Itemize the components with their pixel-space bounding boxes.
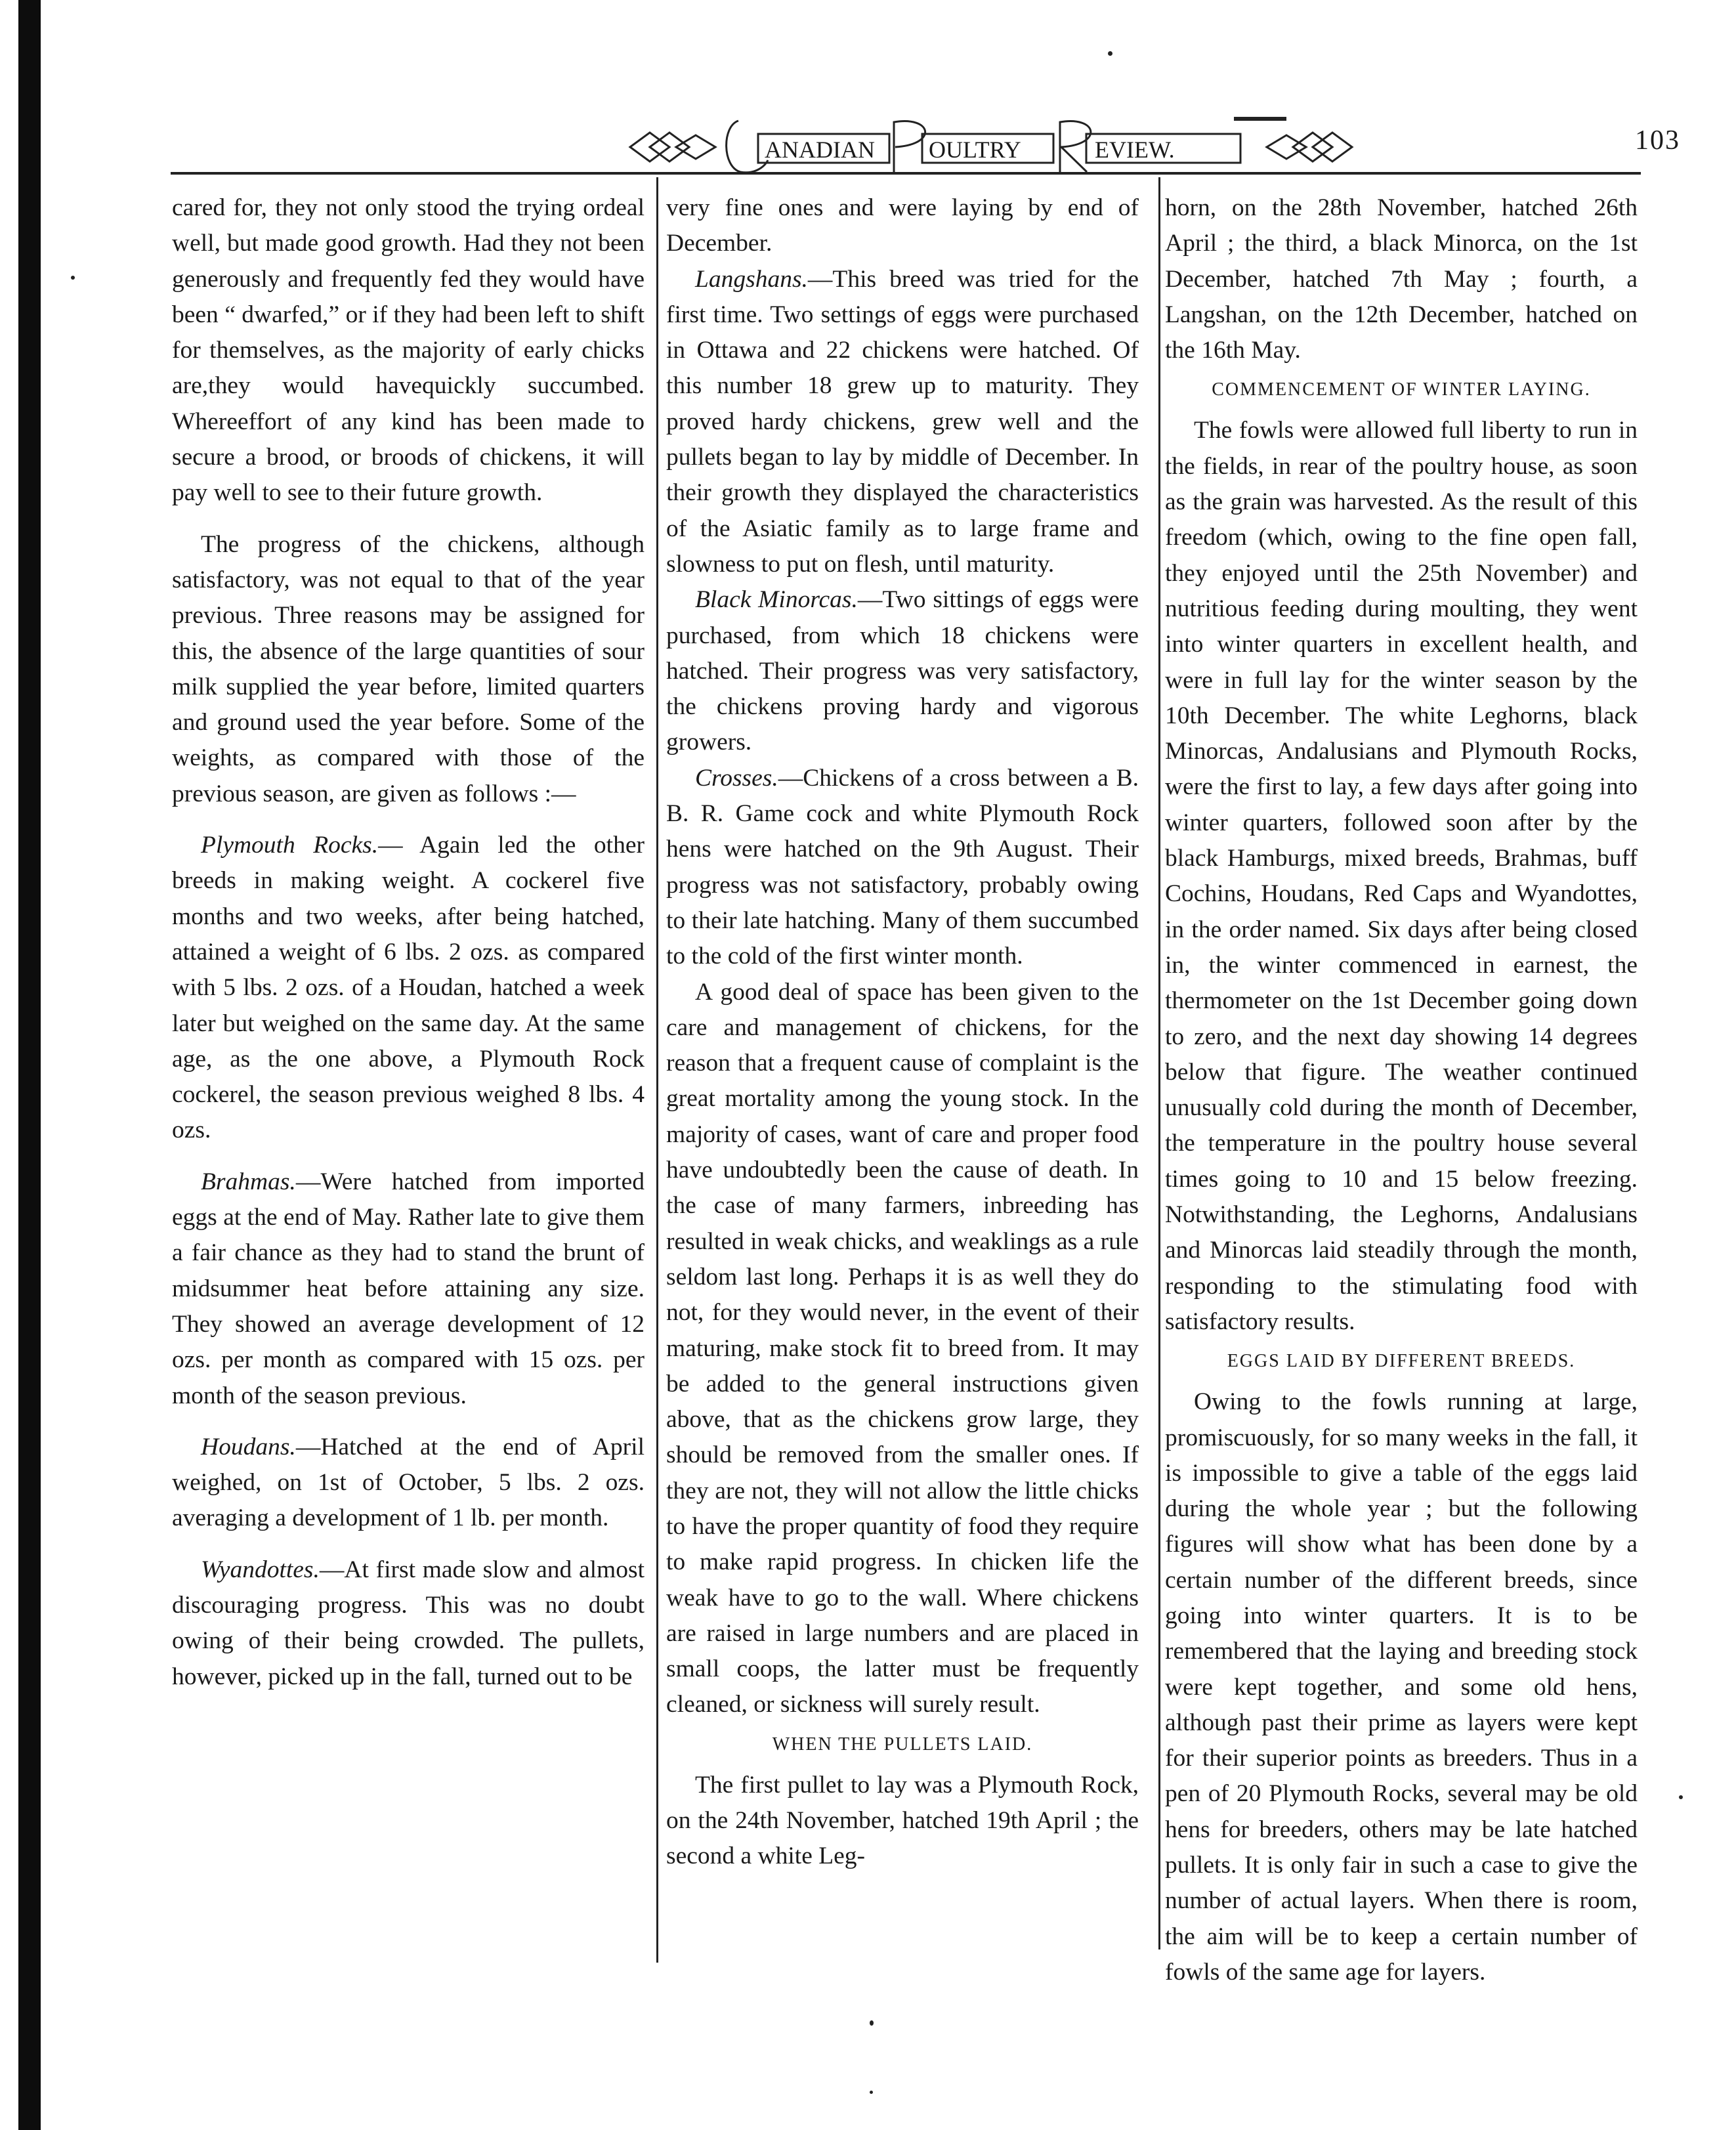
paragraph: Black Minorcas.—Two sittings of eggs were purchased, from which 18 chickens were hatched. Their progress was very satisfactory, the chickens proving hardy and vigorous growers. [666, 586, 1139, 756]
scan-speck [71, 276, 75, 280]
paragraph: Langshans.—This breed was tried for the first time. Two settings of eggs were purchased in Ottawa and 22 chickens were hatched. Of this number 18 grew up to maturity. They proved hardy chickens, grew well and the pullets began to lay by middle of December. In their growth they displayed the characteristics of the Asiatic family as to large frame and slowness to put on flesh, until maturity. [666, 265, 1139, 578]
paragraph: cared for, they not only stood the trying ordeal well, but made good growth. Had they not been generously and frequently fed they would have been “ dwarfed,” or if they had been left to shift for themselves, as the majority of early chicks are,they would havequickly succumbed. Whereeffort of any kind has been made to secure a brood, or broods of chickens, it will pay well to see to their future growth. [172, 194, 645, 507]
masthead-word-poultry: OULTRY [929, 137, 1021, 163]
section-heading-when-pullets-laid: WHEN THE PULLETS LAID. [772, 1734, 1033, 1755]
page-header [171, 98, 1680, 184]
paragraph: The progress of the chickens, although satisfactory, was not equal to that of the year previous. Three reasons may be assigned for this, the absence of the large quantities of sour milk supplied the year before, limited quarters and ground used the year before. Some of the weights, as compared with those of the previous season, are given as follows :— [172, 530, 645, 807]
section-heading-eggs-laid-by-breeds: EGGS LAID BY DIFFERENT BREEDS. [1227, 1351, 1576, 1372]
column-divider-1 [656, 177, 658, 1963]
subhead-langshans: Langshans. [695, 265, 808, 293]
scan-speck [870, 2091, 873, 2094]
paragraph: The first pullet to lay was a Plymouth Rock, on the 24th November, hatched 19th April ; the second a white Leg- [666, 1771, 1139, 1870]
subhead-brahmas: Brahmas. [201, 1168, 296, 1195]
paragraph: Plymouth Rocks.— Again led the other breeds in making weight. A cockerel five months and two weeks, after being hatched, attained a weight of 6 lbs. 2 ozs. as compared with 5 lbs. 2 ozs. of a Houdan, hatched a week later but weighed on the same day. At the same age, as the one above, a Plymouth Rock cockerel, the season previous weighed 8 lbs. 4 ozs. [172, 832, 645, 1144]
page-number: 103 [1635, 125, 1680, 156]
scan-binding-edge [18, 0, 41, 2130]
paragraph: Houdans.—Hatched at the end of April weighed, on 1st of October, 5 lbs. 2 ozs. averaging a development of 1 lb. per month. [172, 1433, 645, 1532]
section-heading-commencement-of-winter-laying: COMMENCEMENT OF WINTER LAYING. [1212, 379, 1591, 400]
masthead-word-canadian: ANADIAN [765, 137, 875, 163]
subhead-wyandottes: Wyandottes. [201, 1556, 320, 1583]
masthead-word-review: EVIEW. [1095, 137, 1175, 163]
paragraph: very fine ones and were laying by end of December. [666, 194, 1139, 257]
column-divider-2 [1158, 177, 1160, 1949]
subhead-black-minorcas: Black Minorcas. [695, 586, 858, 614]
subhead-plymouth-rocks: Plymouth Rocks. [201, 832, 379, 859]
subhead-crosses: Crosses. [695, 764, 778, 792]
paragraph: Wyandottes.—At first made slow and almost discouraging progress. This was no doubt owing of their being crowded. The pullets, however, picked up in the fall, turned out to be [172, 1556, 645, 1690]
column-3 [1165, 190, 1638, 1990]
scan-speck [870, 2020, 874, 2026]
column-2 [666, 190, 1139, 1875]
scan-speck [1108, 51, 1112, 56]
header-dash-mark [1234, 117, 1286, 121]
paragraph: A good deal of space has been given to the care and management of chickens, for the reason that a frequent cause of complaint is the great mortality among the young stock. In the majority of cases, want of care and proper food have undoubtedly been the cause of death. In the case of many farmers, inbreeding has resulted in weak chicks, and weaklings as a rule seldom last long. Perhaps it is as well they do not, for they would never, in the event of their maturing, make stock fit to breed from. It may be added to the general instructions given above, that as the chickens grow large, they should be removed from the smaller ones. If they are not, they will not allow the little chicks to have the proper quantity of food they require to make rapid progress. In chicken life the weak have to go to the wall. Where chickens are raised in large numbers and are placed in small coops, the latter must be frequently cleaned, or sickness will surely result. [666, 978, 1139, 1718]
scan-speck [1679, 1795, 1683, 1799]
column-1 [172, 190, 645, 1695]
paragraph: Crosses.—Chickens of a cross between a B. B. R. Game cock and white Plymouth Rock hens were hatched on the 9th August. Their progress was not satisfactory, probably owing to their late hatching. Many of them succumbed to the cold of the first winter month. [666, 764, 1139, 970]
paragraph: The fowls were allowed full liberty to run in the fields, in rear of the poultry house, as soon as the grain was harvested. As the result of this freedom (which, owing to the fine open fall, they enjoyed until the 25th November) and nutritious feeding during moulting, they went into winter quarters in excellent health, and were in full lay for the winter season by the 10th December. The white Leghorns, black Minorcas, Andalusians and Plymouth Rocks, were the first to lay, a few days after going into winter quarters, followed soon after by the black Hamburgs, mixed breeds, Brahmas, buff Cochins, Houdans, Red Caps and Wyandottes, in the order named. Six days after being closed in, the winter commenced in earnest, the thermometer on the 1st December going down to zero, and the next day showing 14 degrees below that figure. The weather continued unusually cold during the month of December, the temperature in the poultry house several times going to 10 and 15 below freezing. Notwithstanding, the Leghorns, Andalusians and Minorcas laid steadily through the month, responding to the stimulating food with satisfactory results. [1165, 417, 1638, 1335]
paragraph: horn, on the 28th November, hatched 26th April ; the third, a black Minorca, on the 1st December, hatched 7th May ; fourth, a Langshan, on the 12th December, hatched on the 16th May. [1165, 194, 1638, 364]
subhead-houdans: Houdans. [201, 1433, 296, 1460]
paragraph: Brahmas.—Were hatched from imported eggs at the end of May. Rather late to give them a fair chance as they had to stand the brunt of midsummer heat before attaining any size. They showed an average development of 12 ozs. per month as compared with 15 ozs. per month of the season previous. [172, 1168, 645, 1409]
header-rule [171, 172, 1641, 175]
paragraph: Owing to the fowls running at large, promiscuously, for so many weeks in the fall, it is impossible to give a table of the eggs laid during the whole year ; but the following figures will show what has been done by a certain number of the different breeds, since going into winter quarters. It is to be remembered that the laying and breeding stock were kept together, and some old hens, although past their prime as layers were kept for their superior points as breeders. Thus in a pen of 20 Plymouth Rocks, several may be old hens for breeders, others may be late hatched pullets. It is only fair in such a case to give the number of actual layers. When there is room, the aim will be to keep a certain number of fowls of the same age for layers. [1165, 1388, 1638, 1986]
